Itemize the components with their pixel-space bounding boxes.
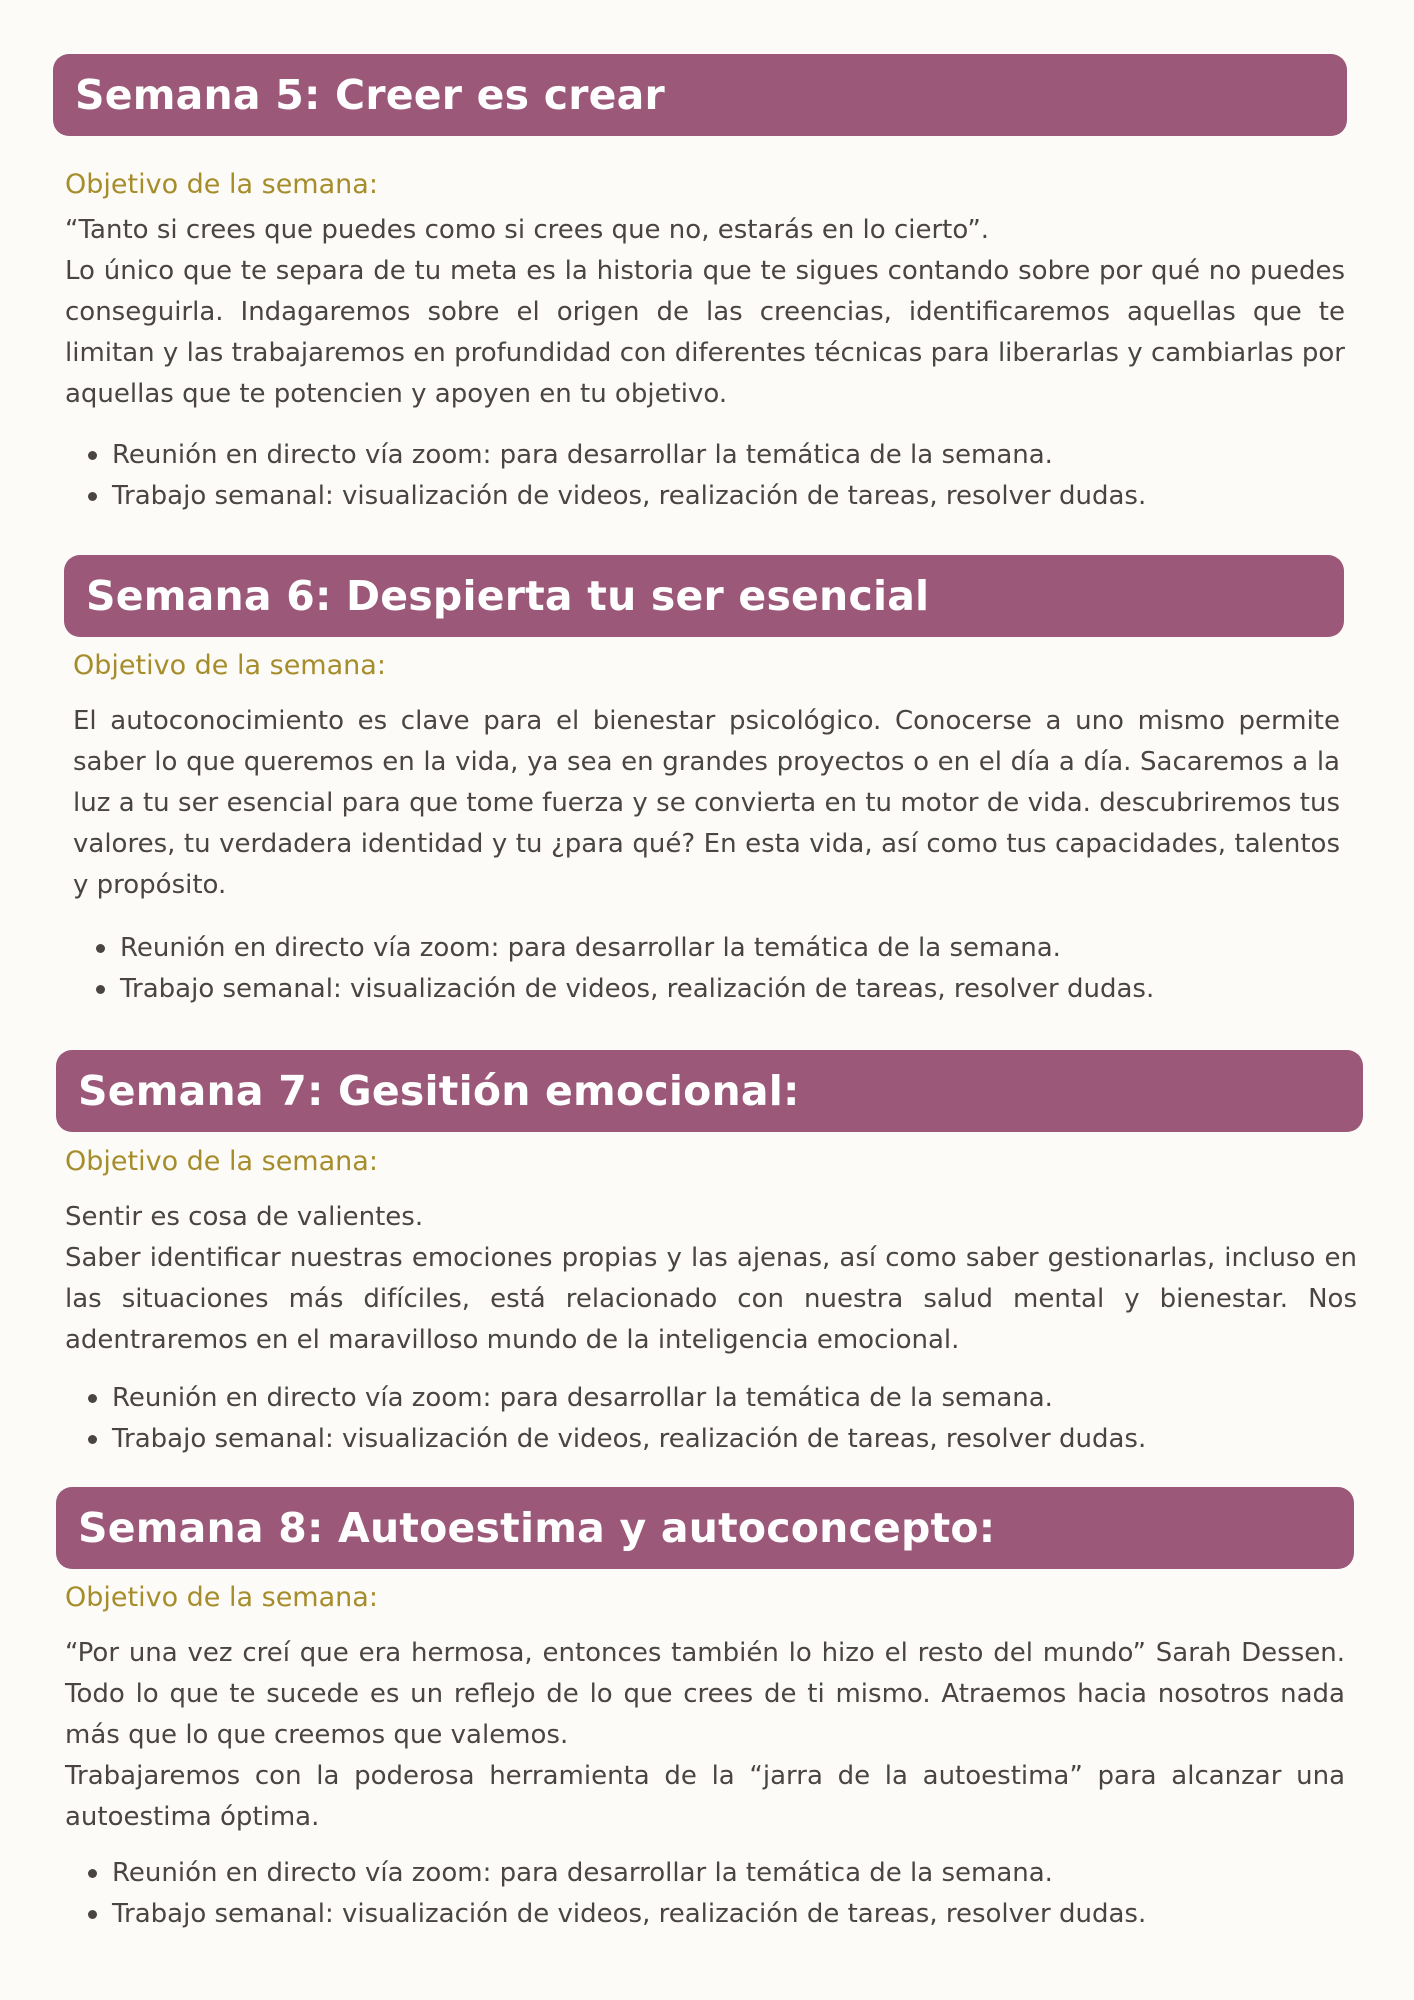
list-item [92,928,1154,969]
bullet-icon [88,492,97,501]
list-item [92,969,1154,1010]
week-8-paragraph: Trabajaremos con la poderosa herramienta de la “jarra de la autoestima” para alcanzar una autoestima óptima. [65,1761,1345,1832]
week-6-objective-label: Objetivo de la semana: [73,650,386,681]
week-6-description [73,701,1340,906]
week-8-objective-label: Objetivo de la semana: [65,1582,378,1613]
week-6-banner [64,555,1344,637]
bullet-icon [96,944,105,953]
week-7-paragraph: Sentir es cosa de valientes. [65,1202,424,1232]
week-8-bullet-list [84,1853,1146,1935]
bullet-icon [88,1435,97,1444]
bullet-icon [88,1910,97,1919]
week-7-bullet-list [84,1378,1146,1460]
week-8-title: Semana 8: Autoestima y autoconcepto: [78,1504,996,1552]
week-7-objective-label: Objetivo de la semana: [65,1146,378,1177]
bullet-text: Reunión en directo vía zoom: para desarrollar la temática de la semana. [112,1383,1053,1413]
week-7-title: Semana 7: Gesitión emocional: [78,1067,800,1115]
week-5-paragraph: “Tanto si crees que puedes como si crees que no, estarás en lo cierto”. [65,215,990,245]
week-5-bullet-list [84,435,1146,517]
list-item [84,1419,1146,1460]
week-7-description [65,1197,1357,1361]
bullet-icon [88,1394,97,1403]
list-item [84,1853,1146,1894]
bullet-text: Trabajo semanal: visualización de videos, realización de tareas, resolver dudas. [112,481,1147,511]
week-5-banner [53,54,1347,136]
bullet-text: Reunión en directo vía zoom: para desarrollar la temática de la semana. [112,1858,1053,1888]
week-7-banner [56,1050,1363,1132]
bullet-text: Trabajo semanal: visualización de videos, realización de tareas, resolver dudas. [112,1424,1147,1454]
list-item [84,1894,1146,1935]
week-5-paragraph: Lo único que te separa de tu meta es la historia que te sigues contando sobre por qué no puedes conseguirla. Indagaremos sobre el origen de las creencias, identificaremos aquellas que te limitan y las trabajaremos en profundidad con diferentes técnicas para liberarlas y cambiarlas por aquellas que te potencien y apoyen en tu objetivo. [65,256,1345,409]
week-8-banner [56,1487,1354,1569]
week-6-title: Semana 6: Despierta tu ser esencial [86,572,930,620]
week-7-paragraph: Saber identificar nuestras emociones propias y las ajenas, así como saber gestionarlas, incluso en las situaciones más difíciles, está relacionado con nuestra salud mental y bienestar. Nos adentraremos en el maravilloso mundo de la inteligencia emocional. [65,1243,1357,1355]
bullet-text: Reunión en directo vía zoom: para desarrollar la temática de la semana. [112,440,1053,470]
week-8-description [65,1633,1345,1838]
list-item [84,435,1146,476]
bullet-icon [96,985,105,994]
week-5-objective-label: Objetivo de la semana: [65,169,378,200]
bullet-icon [88,451,97,460]
week-5-description [65,210,1345,415]
bullet-text: Trabajo semanal: visualización de videos, realización de tareas, resolver dudas. [120,974,1155,1004]
bullet-text: Trabajo semanal: visualización de videos, realización de tareas, resolver dudas. [112,1899,1147,1929]
week-6-bullet-list [92,928,1154,1010]
list-item [84,476,1146,517]
week-6-paragraph: El autoconocimiento es clave para el bienestar psicológico. Conocerse a uno mismo permite saber lo que queremos en la vida, ya sea en grandes proyectos o en el día a día. Sacaremos a la luz a tu ser esencial para que tome fuerza y se convierta en tu motor de vida. descubriremos tus valores, tu verdadera identidad y tu ¿para qué? En esta vida, así como tus capacidades, talentos y propósito. [73,706,1340,900]
week-8-paragraph: “Por una vez creí que era hermosa, entonces también lo hizo el resto del mundo” Sarah Dessen. Todo lo que te sucede es un reflejo de lo que crees de ti mismo. Atraemos hacia nosotros nada más que lo que creemos que valemos. [65,1638,1345,1750]
bullet-icon [88,1869,97,1878]
bullet-text: Reunión en directo vía zoom: para desarrollar la temática de la semana. [120,933,1061,963]
list-item [84,1378,1146,1419]
week-5-title: Semana 5: Creer es crear [75,71,665,119]
